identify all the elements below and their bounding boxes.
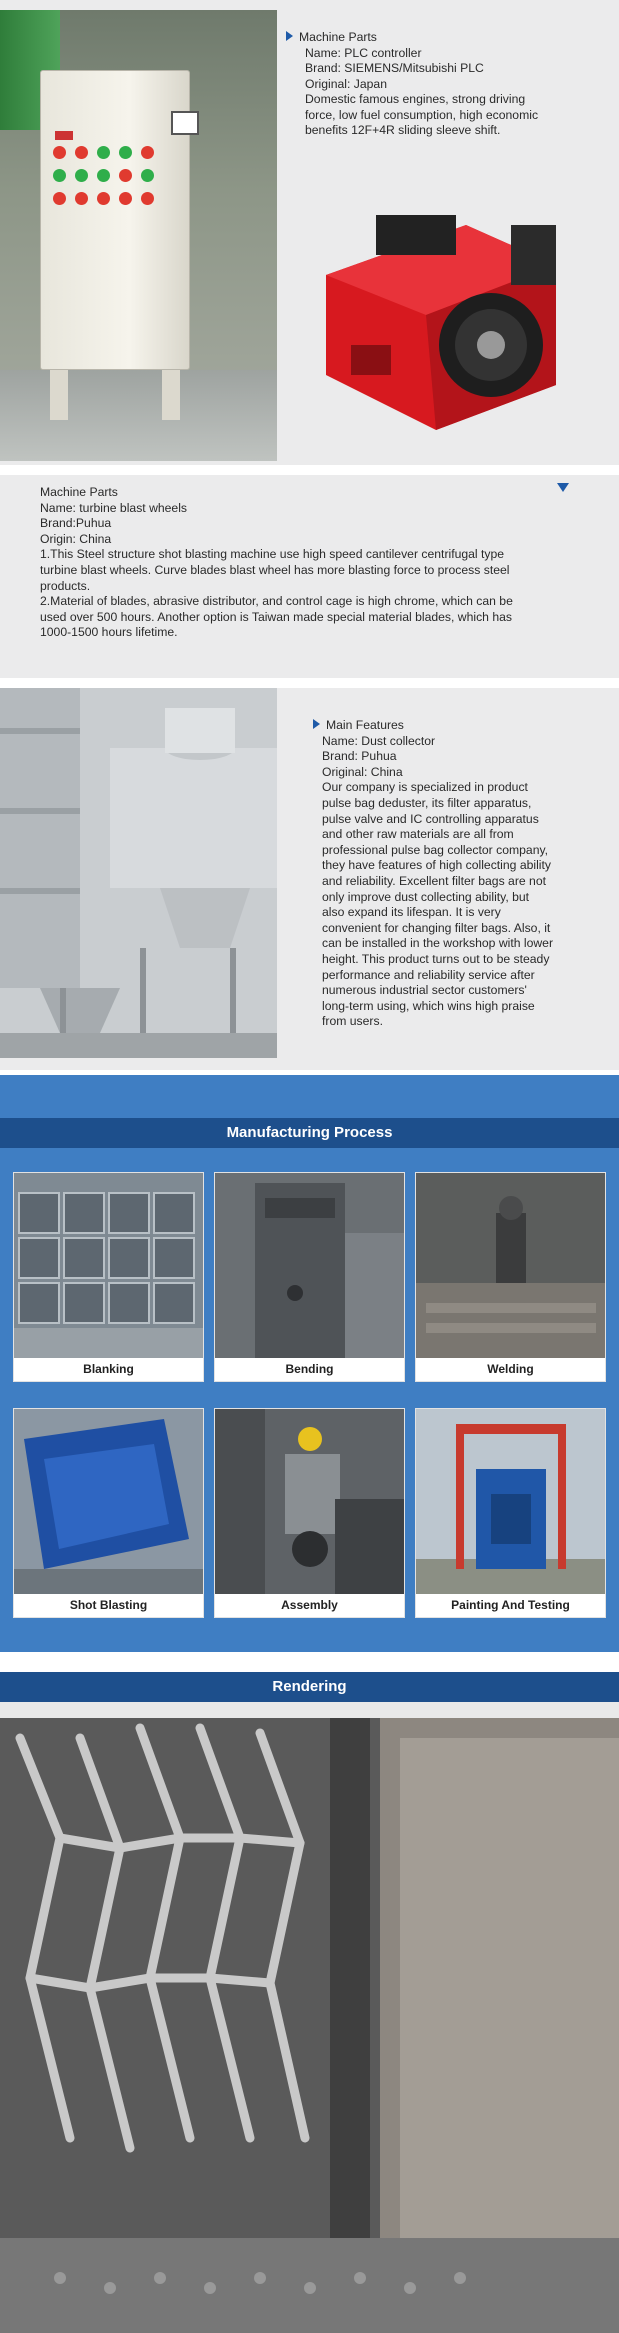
rendering-section — [0, 1672, 619, 2333]
process-label: Painting And Testing — [451, 1598, 570, 1612]
rendering-banner: Rendering — [0, 1672, 619, 1702]
rendering-photo — [0, 1718, 619, 2333]
blast-wheel-line: Brand:Puhua — [40, 516, 112, 531]
shot-blasting-photo — [14, 1409, 203, 1594]
blast-wheel-line: turbine blast wheels. Curve blades blast wheel has more blasting force to process steel — [40, 562, 510, 577]
dust-collector-line: Our company is specialized in product — [322, 780, 528, 795]
blast-wheel-line: 1000-1500 hours lifetime. — [40, 625, 178, 640]
dust-collector-line: only improve dust collecting ability, but — [322, 889, 530, 904]
process-card-painting-testing — [415, 1408, 606, 1618]
blast-wheel-line: 1.This Steel structure shot blasting machine use high speed cantilever centrifugal type — [40, 547, 505, 562]
plc-lines — [286, 46, 606, 139]
blast-wheel-line: 2.Material of blades, abrasive distributor, and control cage is high chrome, which can be — [40, 594, 513, 609]
plc-line: benefits 12F+4R sliding sleeve shift. — [305, 123, 501, 137]
dust-collector-line: height. This product turns out to be steady — [322, 951, 550, 966]
process-label: Shot Blasting — [69, 1598, 148, 1612]
process-label: Welding — [487, 1362, 534, 1376]
blast-wheel-text-block — [40, 485, 600, 641]
dust-collector-line: Brand: Puhua — [322, 749, 397, 764]
dust-collector-line: and reliability. Excellent filter bags are not — [322, 873, 547, 888]
blast-wheel-line: products. — [40, 578, 91, 593]
welding-photo — [416, 1173, 605, 1358]
plc-controller-section — [0, 0, 619, 465]
dust-collector-line: pulse valve and IC controlling apparatus — [322, 811, 539, 826]
plc-line: Original: Japan — [305, 76, 387, 91]
process-card-shot-blasting — [13, 1408, 204, 1618]
dust-collector-line: also expand its lifespan. It is very — [322, 905, 501, 920]
dust-collector-line: professional pulse bag collector company, — [322, 842, 549, 857]
arrow-right-icon — [286, 31, 293, 41]
dust-collector-line: can be installed in the workshop with lower — [322, 936, 554, 951]
process-card-welding — [415, 1172, 606, 1382]
dust-collector-line: long-term using, which wins high praise — [322, 998, 535, 1013]
process-card-blanking — [13, 1172, 204, 1382]
blast-wheel-section — [0, 475, 619, 678]
dust-collector-line: performance and reliability service after — [322, 967, 535, 982]
dust-collector-line: they have features of high collecting ability — [322, 858, 551, 873]
dust-collector-heading: Main Features — [313, 718, 605, 734]
blast-wheel-line: used over 500 hours. Another option is Taiwan made special material blades, which has — [40, 609, 512, 624]
plc-cabinet-photo — [0, 10, 277, 461]
blast-wheel-motor-image — [316, 205, 566, 435]
dust-collector-lines — [313, 734, 605, 1030]
painting-testing-photo — [416, 1409, 605, 1594]
plc-line: Brand: SIEMENS/Mitsubishi PLC — [305, 61, 484, 75]
plc-line: Domestic famous engines, strong driving — [305, 92, 526, 106]
blast-wheel-line: Name: turbine blast wheels — [40, 500, 187, 515]
plc-text-block — [286, 30, 606, 139]
dust-collector-line: Original: China — [322, 764, 403, 779]
process-label: Assembly — [281, 1598, 338, 1612]
blanking-photo — [14, 1173, 203, 1358]
plc-line: force, low fuel consumption, high economic — [305, 107, 539, 122]
dust-collector-section — [0, 688, 619, 1070]
manufacturing-process-banner: Manufacturing Process — [0, 1118, 619, 1148]
process-card-bending — [214, 1172, 405, 1382]
dust-collector-line: convenient for changing filter bags. Also, it — [322, 920, 551, 935]
arrow-right-icon — [313, 719, 320, 729]
dust-collector-text-block — [313, 718, 605, 1030]
dust-collector-line: from users. — [322, 1014, 383, 1029]
dust-collector-photo — [0, 688, 277, 1058]
dust-collector-line: pulse bag deduster, its filter apparatus, — [322, 795, 532, 810]
bending-photo — [215, 1173, 404, 1358]
dust-collector-line: Name: Dust collector — [322, 733, 436, 748]
process-card-assembly — [214, 1408, 405, 1618]
process-label: Bending — [285, 1362, 334, 1376]
manufacturing-process-section — [0, 1075, 619, 1652]
blast-wheel-heading: Machine Parts — [40, 485, 118, 499]
dust-collector-line: numerous industrial sector customers' — [322, 983, 527, 998]
plc-heading: Machine Parts — [286, 30, 606, 46]
plc-line: Name: PLC controller — [305, 45, 422, 60]
process-label: Blanking — [83, 1362, 134, 1376]
blast-wheel-line: Origin: China — [40, 531, 112, 546]
dust-collector-line: and other raw materials are all from — [322, 827, 514, 842]
assembly-photo — [215, 1409, 404, 1594]
